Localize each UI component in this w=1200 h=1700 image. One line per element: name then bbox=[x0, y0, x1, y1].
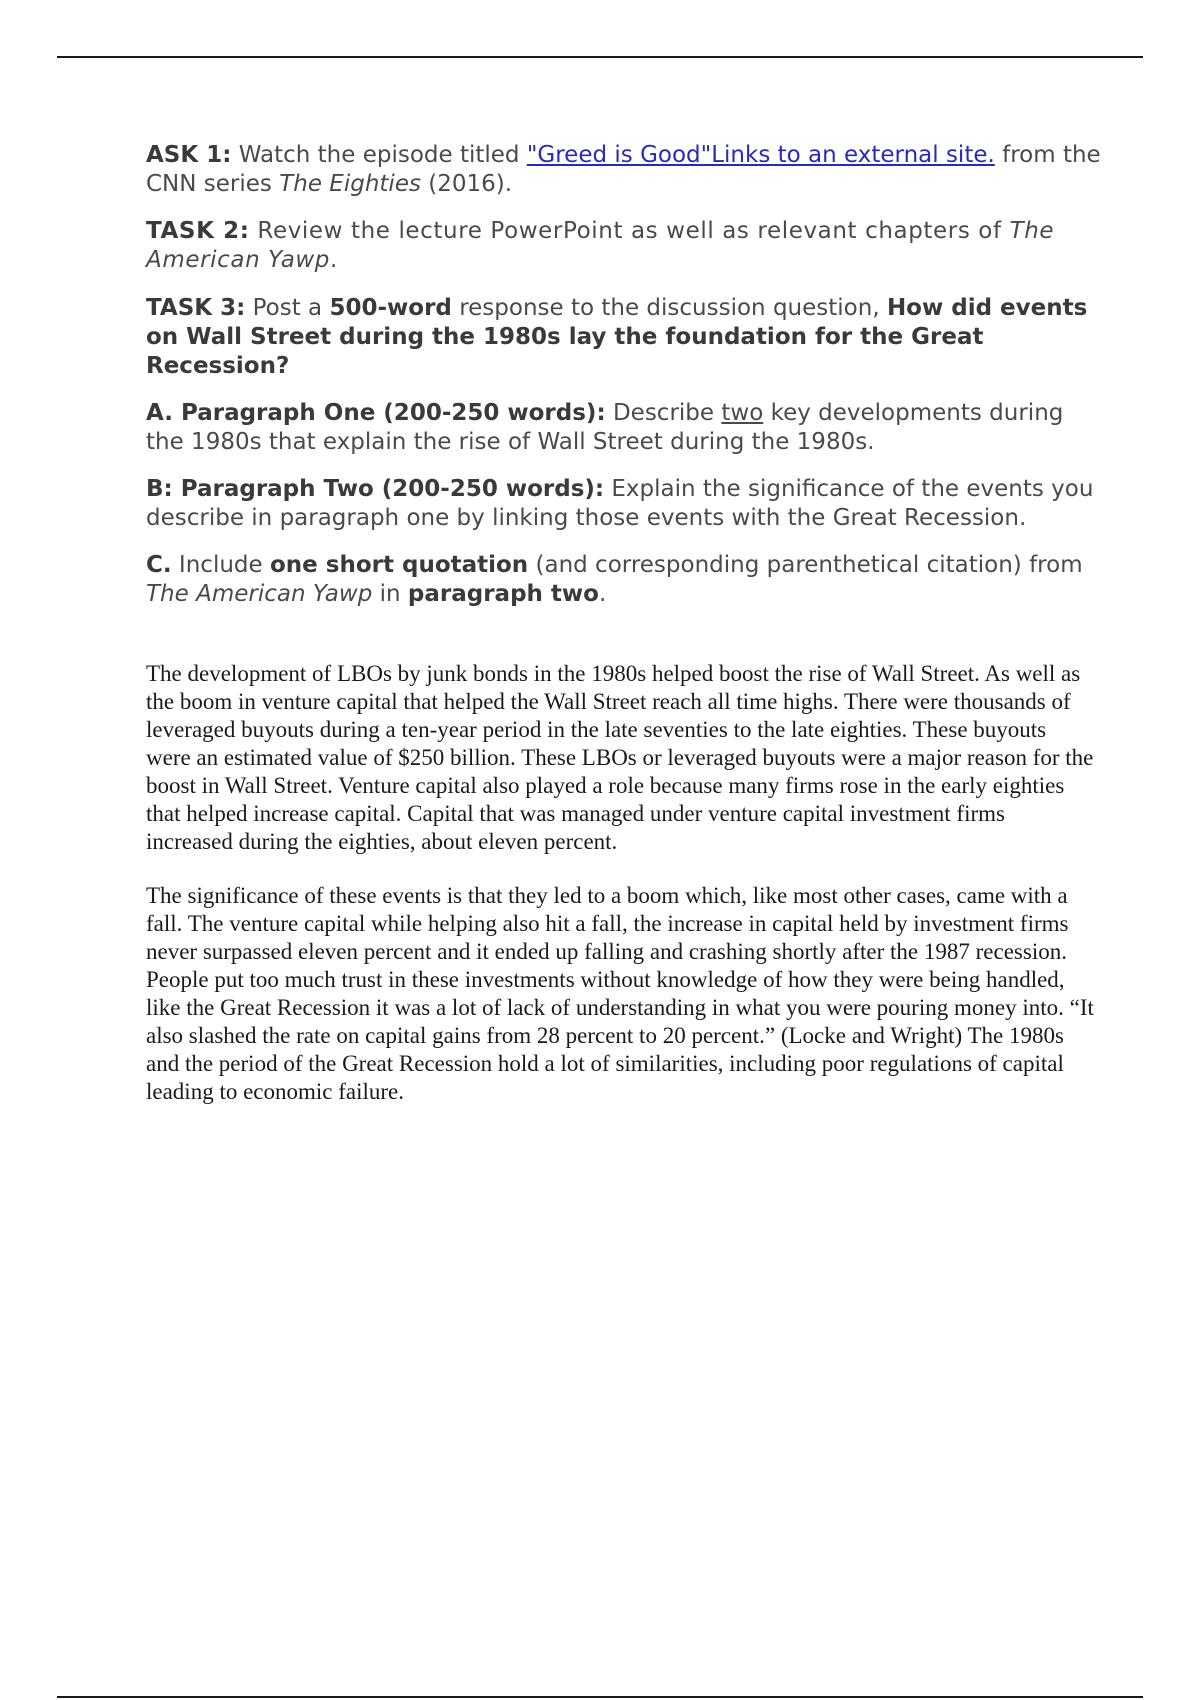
part-c-book-title: The American Yawp bbox=[146, 581, 373, 607]
part-c-text-mid: (and corresponding parenthetical citation) from bbox=[528, 552, 1083, 578]
task-2-text-end: . bbox=[330, 247, 338, 273]
task-3 bbox=[146, 294, 1106, 381]
essay-response bbox=[146, 660, 1096, 1132]
assignment-instructions bbox=[146, 141, 1106, 627]
greed-is-good-link[interactable]: "Greed is Good"Links to an external site. bbox=[526, 142, 995, 168]
essay-paragraph-1: The development of LBOs by junk bonds in the 1980s helped boost the rise of Wall Street. As well as the boom in venture capital that helped the Wall Street reach all time highs. There were thousands of leveraged buyouts during a ten-year period in the late seventies to the late eighties. These buyouts were an estimated value of $250 billion. These LBOs or leveraged buyouts were a major reason for the boost in Wall Street. Venture capital also played a role because many firms rose in the early eighties that helped increase capital. Capital that was managed under venture capital investment firms increased during the eighties, about eleven percent. bbox=[146, 661, 1094, 854]
part-a-emphasis: two bbox=[721, 400, 764, 426]
part-a-text: Describe bbox=[605, 400, 722, 426]
part-b-label: B: Paragraph Two (200-250 words): bbox=[146, 476, 605, 502]
part-c-text-end: . bbox=[598, 581, 607, 607]
bottom-rule bbox=[57, 1696, 1143, 1698]
part-a-label: A. Paragraph One (200-250 words): bbox=[146, 400, 606, 426]
part-b-text: Explain the significance of the events you describe in paragraph one by linking those events with the Great Recession. bbox=[146, 476, 1094, 531]
part-c-text-mid2: in bbox=[372, 581, 408, 607]
word-count: 500-word bbox=[329, 295, 452, 321]
task-1 bbox=[146, 141, 1106, 199]
series-title: The Eighties bbox=[279, 171, 421, 197]
task-1-text: Watch the episode titled bbox=[231, 142, 527, 168]
essay-paragraph-2: The significance of these events is that they led to a boom which, like most other cases, came with a fall. The venture capital while helping also hit a fall, the increase in capital held by investment firms never surpassed eleven percent and it ended up falling and crashing shortly after the 1987 recession. People put too much trust in these investments without knowledge of how they were being handled, like the Great Recession it was a lot of lack of understanding in what you were pouring money into. “It also slashed the rate on capital gains from 28 percent to 20 percent.” (Locke and Wright) The 1980s and the period of the Great Recession hold a lot of similarities, including poor regulations of capital leading to economic failure. bbox=[146, 883, 1094, 1104]
task-3-text: Post a bbox=[245, 295, 330, 321]
task-2-label: TASK 2: bbox=[146, 218, 250, 244]
part-c-emphasis-1: one short quotation bbox=[269, 552, 529, 578]
part-c-text: Include bbox=[171, 552, 270, 578]
task-1-text-end: (2016). bbox=[420, 171, 513, 197]
part-b bbox=[146, 475, 1106, 533]
top-rule bbox=[57, 56, 1143, 58]
discussion-question: How did events on Wall Street during the 1980s lay the foundation for the Great Recession? bbox=[146, 295, 1088, 379]
task-3-label: TASK 3: bbox=[146, 295, 246, 321]
part-c-emphasis-2: paragraph two bbox=[407, 581, 599, 607]
task-2 bbox=[146, 217, 1106, 275]
part-a-text-end: key developments during the 1980s that explain the rise of Wall Street during the 1980s. bbox=[146, 400, 1064, 455]
task-2-text: Review the lecture PowerPoint as well as relevant chapters of bbox=[249, 218, 1010, 244]
task-1-text-mid: from the CNN series bbox=[146, 142, 1101, 197]
book-title: The American Yawp bbox=[146, 218, 1055, 273]
task-1-label: ASK 1: bbox=[146, 142, 232, 168]
task-3-text-mid: response to the discussion question, bbox=[451, 295, 887, 321]
part-c bbox=[146, 551, 1106, 609]
part-c-label: C. bbox=[146, 552, 172, 578]
part-a bbox=[146, 399, 1106, 457]
